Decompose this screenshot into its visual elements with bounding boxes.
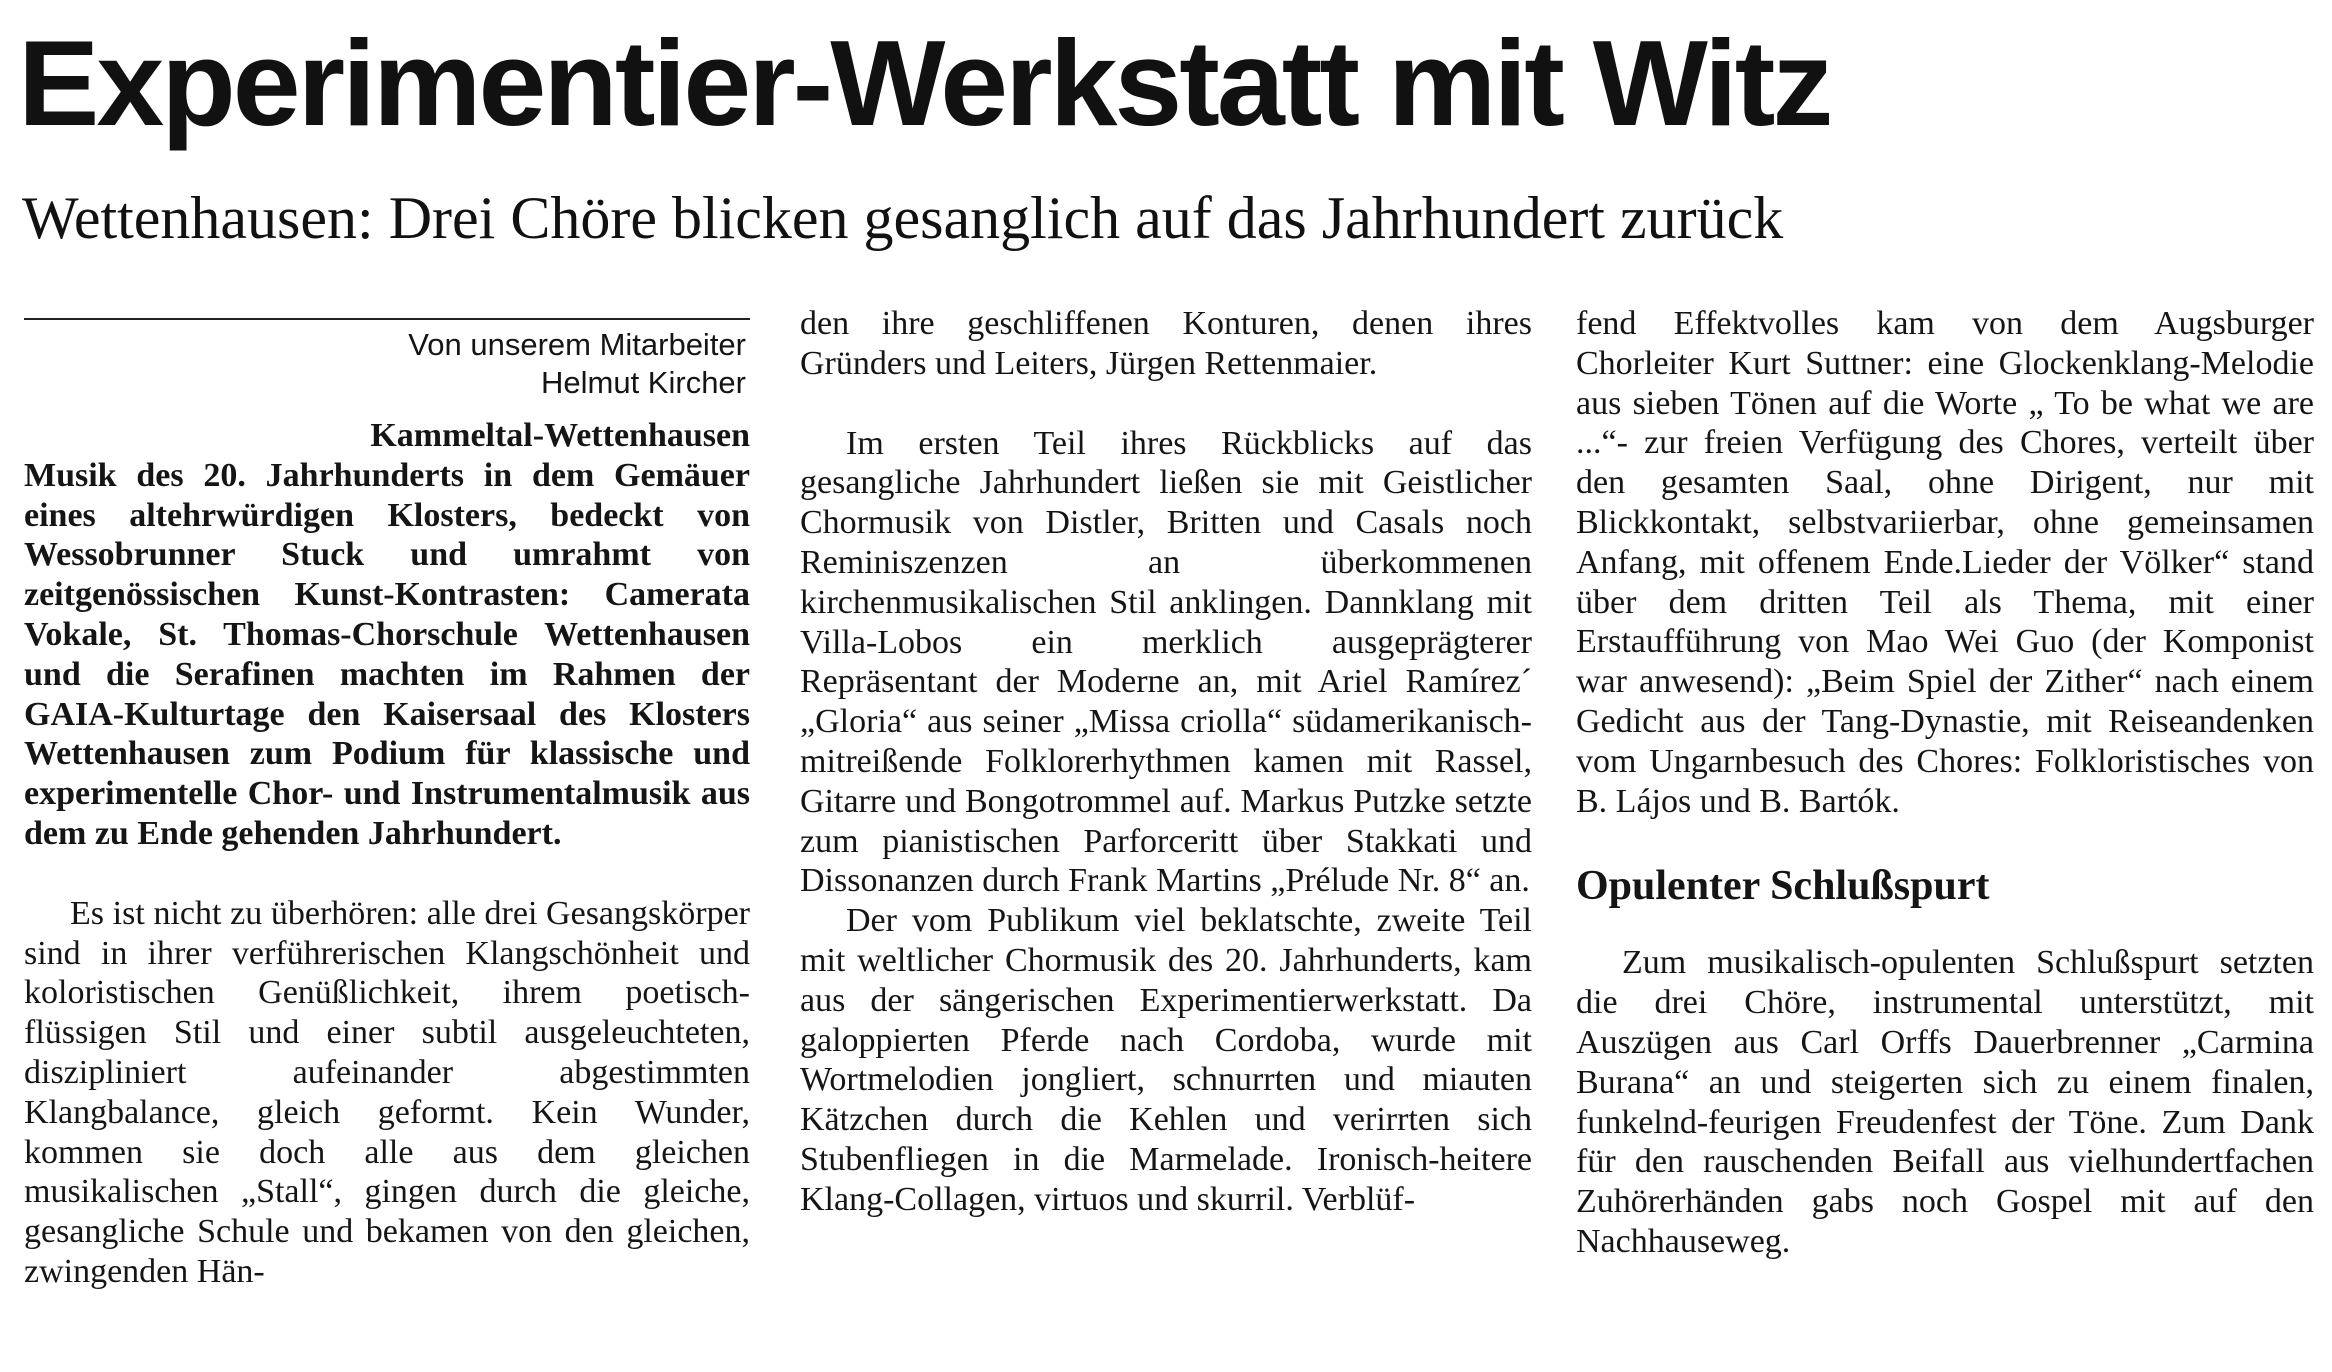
section-subheading: Opulenter Schlußspurt	[1576, 863, 1990, 910]
dateline: Kammeltal-Wettenhausen	[370, 417, 750, 454]
lede-paragraph	[24, 416, 750, 854]
byline-rule	[24, 318, 750, 320]
paragraph-4: Zum musikalisch-opulenten Schlußspurt setzten die drei Chöre, instrumental unterstützt, mit Auszügen aus Carl Orffs Dauerbrenner „Carmina Burana“ an und steigerten sich zu einem finalen, funkelnd-feurigen Freudenfest der Töne. Zum Dank für den rauschenden Beifall aus vielhundertfachen Zuhörerhänden gabs noch Gospel mit auf den Nachhauseweg.	[1576, 944, 2314, 1260]
article-column-1	[24, 300, 750, 1368]
byline-author: Helmut Kircher	[541, 365, 746, 400]
article-column-2	[800, 304, 1532, 1372]
paragraph-3: Der vom Publikum viel beklatschte, zweite Teil mit weltlicher Chormusik des 20. Jahrhunderts, kam aus der sängerischen Experimentierwerkstatt. Da galoppierten Pferde nach Cordoba, wurde mit Wortmelodien jongliert, schnurrten und miauten Kätzchen durch die Kehlen und verirrten sich Stubenfliegen in die Marmelade. Ironisch-heitere Klang-Collagen, virtuos und skurril. Verblüf-	[800, 902, 1532, 1218]
byline-role: Von unserem Mitarbeiter	[408, 327, 746, 362]
headline: Experimentier-Werkstatt mit Witz	[18, 15, 1831, 151]
subheadline: Wettenhausen: Drei Chöre blicken gesanglich auf das Jahrhundert zurück	[22, 185, 1784, 251]
paragraph-1: Es ist nicht zu überhören: alle drei Gesangskörper sind in ihrer verführerischen Klangschönheit und koloristischen Genüßlichkeit, ihrem poetisch-flüssigen Stil und einer subtil ausgeleuchteten, diszipliniert aufeinander abgestimmten Klangbalance, gleich geformt. Kein Wunder, kommen sie doch alle aus dem gleichen musikalischen „Stall“, gingen durch die gleiche, gesangliche Schule und bekamen von den gleichen, zwingenden Hän-	[24, 894, 750, 1290]
paragraph-2: Im ersten Teil ihres Rückblicks auf das gesangliche Jahrhundert ließen sie mit Geistlicher Chormusik von Distler, Britten und Casals noch Reminiszenzen an überkommenen kirchenmusikalischen Stil anklingen. Dannklang mit Villa-Lobos ein merklich ausgeprägterer Repräsentant der Moderne an, mit Ariel Ramírez´ „Gloria“ aus seiner „Missa criolla“ südamerikanisch-mitreißende Folklorerhythmen kamen mit Rassel, Gitarre und Bongotrommel auf. Markus Putzke setzte zum pianistischen Parforceritt über Stakkati und Dissonanzen durch Frank Martins „Prélude Nr. 8“ an.	[800, 424, 1532, 900]
paragraph-1-continued: den ihre geschliffenen Konturen, denen ihres Gründers und Leiters, Jürgen Rettenmaier.	[800, 305, 1532, 382]
paragraph-3-continued: fend Effektvolles kam von dem Augsburger Chorleiter Kurt Suttner: eine Glockenklang-Melodie aus sieben Tönen auf die Worte „ To be what we are ...“- zur freien Verfügung des Chores, verteilt über den gesamten Saal, ohne Dirigent, nur mit Blickkontakt, selbstvariierbar, ohne gemeinsamen Anfang, mit offenem Ende.Lieder der Völker“ stand über dem dritten Teil als Thema, mit einer Erstaufführung von Mao Wei Guo (der Komponist war anwesend): „Beim Spiel der Zither“ nach einem Gedicht aus der Tang-Dynastie, mit Reiseandenken vom Ungarnbesuch des Chores: Folkloristisches von B. Lájos und B. Bartók.	[1576, 305, 2314, 820]
byline	[24, 326, 750, 402]
lede-text: Musik des 20. Jahrhunderts in dem Gemäuer eines altehrwürdigen Klosters, bedeckt von Wessobrunner Stuck und umrahmt von zeitgenössischen Kunst-Kontrasten: Camerata Vokale, St. Thomas-Chorschule Wettenhausen und die Serafinen machten im Rahmen der GAIA-Kulturtage den Kaisersaal des Klosters Wettenhausen zum Podium für klassische und experimentelle Chor- und Instrumentalmusik aus dem zu Ende gehenden Jahrhundert.	[24, 456, 750, 852]
article-column-3	[1576, 304, 2314, 1372]
